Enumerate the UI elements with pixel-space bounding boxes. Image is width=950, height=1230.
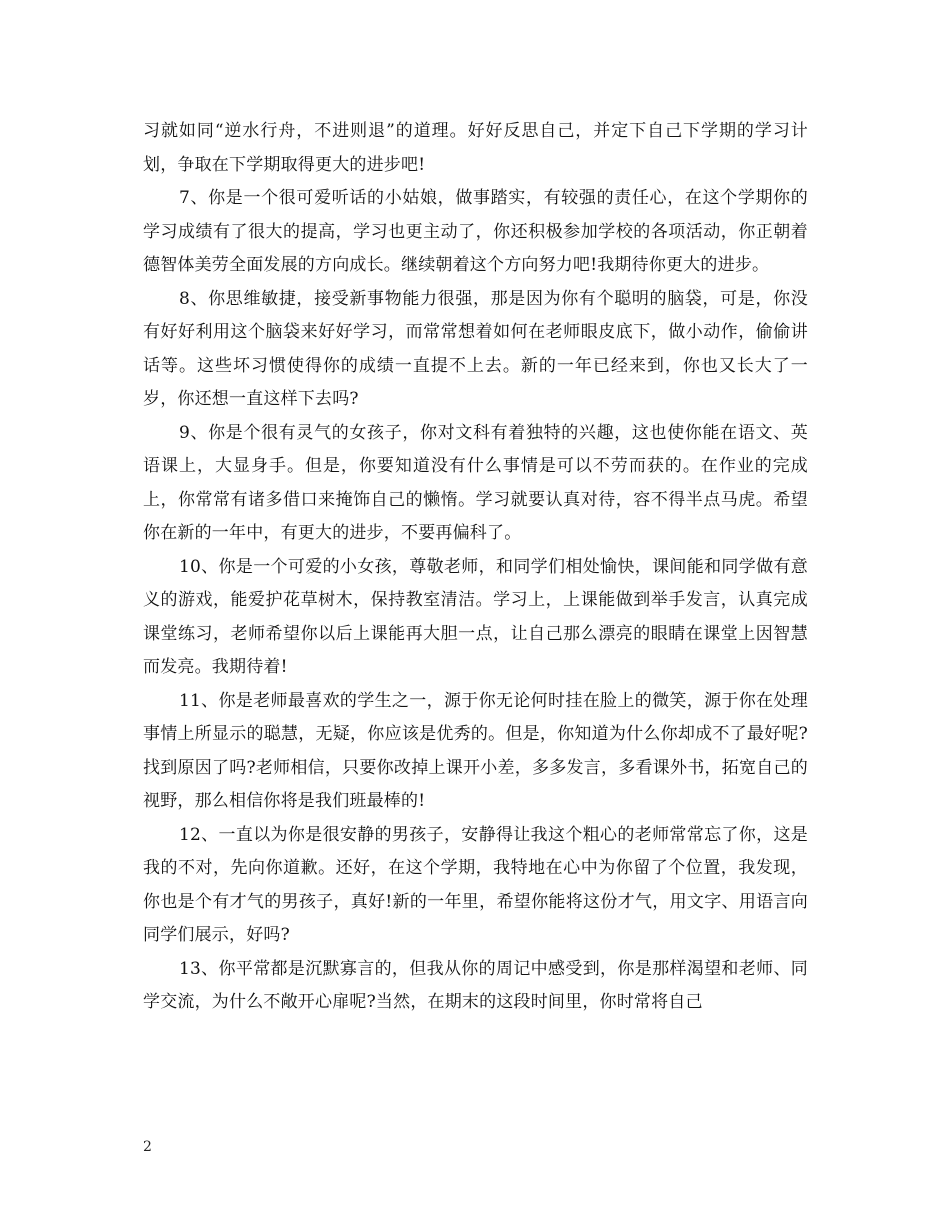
paragraph-comment-8: 8、你思维敏捷，接受新事物能力很强，那是因为你有个聪明的脑袋，可是，你没有好好利用这个脑袋来好好学习，而常常想着如何在老师眼皮底下，做小动作，偷偷讲话等。这些坏习惯使得你的成绩一直提不上去。新的一年已经来到，你也又长大了一岁，你还想一直这样下去吗?	[143, 288, 808, 409]
paragraph-continuation: 习就如同“逆水行舟，不进则退”的道理。好好反思自己，并定下自己下学期的学习计划，争取在下学期取得更大的进步吧!	[143, 121, 808, 175]
paragraph-comment-11: 11、你是老师最喜欢的学生之一，源于你无论何时挂在脸上的微笑，源于你在处理事情上所显示的聪慧，无疑，你应该是优秀的。但是，你知道为什么你却成不了最好呢?找到原因了吗?老师相信，只要你改掉上课开小差，多多发言，多看课外书，拓宽自己的视野，那么相信你将是我们班最棒的!	[143, 690, 808, 811]
paragraph-comment-7: 7、你是一个很可爱听话的小姑娘，做事踏实，有较强的责任心，在这个学期你的学习成绩有了很大的提高，学习也更主动了，你还积极参加学校的各项活动，你正朝着德智体美劳全面发展的方向成长。继续朝着这个方向努力吧!我期待你更大的进步。	[143, 188, 808, 275]
paragraph-comment-12: 12、一直以为你是很安静的男孩子，安静得让我这个粗心的老师常常忘了你，这是我的不对，先向你道歉。还好，在这个学期，我特地在心中为你留了个位置，我发现，你也是个有才气的男孩子，真好!新的一年里，希望你能将这份才气，用文字、用语言向同学们展示，好吗?	[143, 824, 808, 945]
document-body	[143, 115, 808, 1020]
paragraph-comment-10: 10、你是一个可爱的小女孩，尊敬老师，和同学们相处愉快，课间能和同学做有意义的游戏，能爱护花草树木，保持教室清洁。学习上，上课能做到举手发言，认真完成课堂练习，老师希望你以后上课能再大胆一点，让自己那么漂亮的眼睛在课堂上因智慧而发亮。我期待着!	[143, 556, 808, 677]
page-number: 2	[143, 1139, 152, 1155]
paragraph-comment-9: 9、你是个很有灵气的女孩子，你对文科有着独特的兴趣，这也使你能在语文、英语课上，大显身手。但是，你要知道没有什么事情是可以不劳而获的。在作业的完成上，你常常有诸多借口来掩饰自己的懒惰。学习就要认真对待，容不得半点马虎。希望你在新的一年中，有更大的进步，不要再偏科了。	[143, 422, 808, 543]
paragraph-comment-13: 13、你平常都是沉默寡言的，但我从你的周记中感受到，你是那样渴望和老师、同学交流，为什么不敞开心扉呢?当然，在期末的这段时间里，你时常将自己	[143, 958, 808, 1012]
